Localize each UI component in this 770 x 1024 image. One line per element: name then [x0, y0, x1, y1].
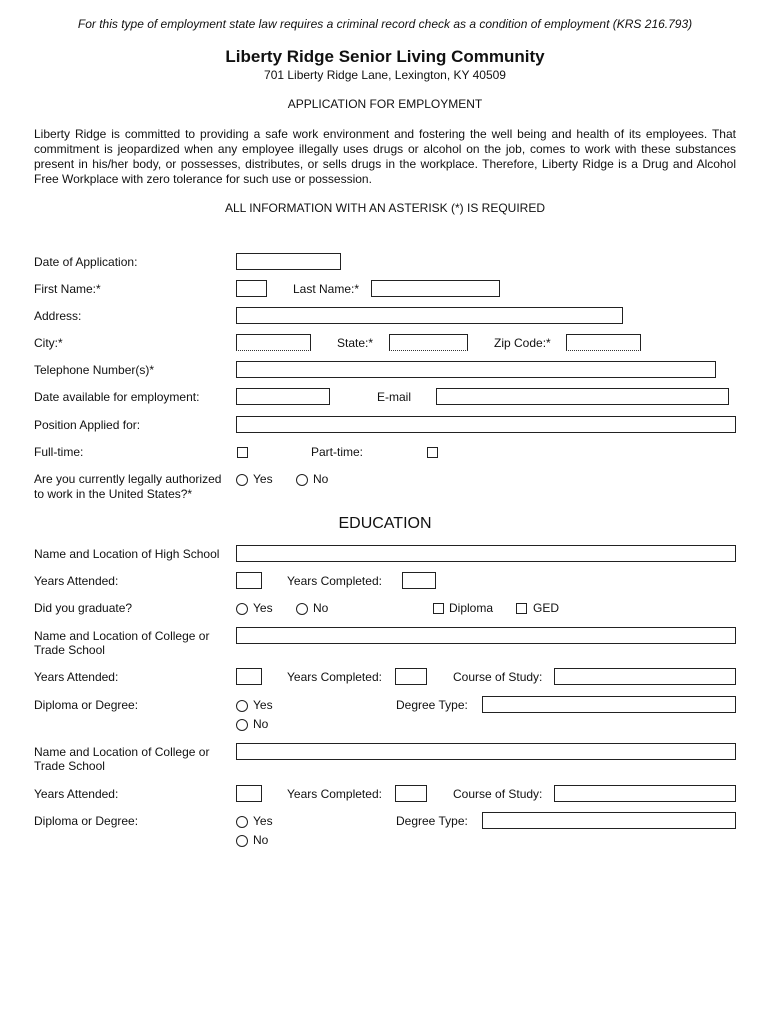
organization-name: Liberty Ridge Senior Living Community — [225, 47, 545, 66]
college2-years-attended-label: Years Attended: — [34, 787, 119, 801]
date-of-application-input[interactable] — [236, 253, 341, 270]
education-heading: EDUCATION — [338, 515, 432, 532]
date-available-input[interactable] — [236, 388, 330, 405]
college2-course-input[interactable] — [554, 785, 736, 802]
college1-degree-yes-radio[interactable] — [236, 700, 248, 712]
diploma-checkbox[interactable] — [433, 603, 444, 614]
form-title: APPLICATION FOR EMPLOYMENT — [287, 97, 483, 111]
telephone-label: Telephone Number(s)* — [34, 363, 155, 377]
work-authorized-yes-radio[interactable] — [236, 474, 248, 486]
college1-label-line1: Name and Location of College or — [34, 629, 210, 643]
college2-degree-no-radio[interactable] — [236, 835, 248, 847]
city-input[interactable] — [236, 334, 311, 351]
college1-years-completed-label: Years Completed: — [287, 670, 382, 684]
college2-course-label: Course of Study: — [453, 787, 543, 801]
college1-course-input[interactable] — [554, 668, 736, 685]
criminal-check-notice: For this type of employment state law requires a criminal record check as a condition of employment (KRS 216.793) — [77, 17, 693, 31]
date-available-label: Date available for employment: — [34, 390, 200, 404]
college2-degree-type-input[interactable] — [482, 812, 736, 829]
college1-degree-type-input[interactable] — [482, 696, 736, 713]
address-label: Address: — [34, 309, 82, 323]
position-input[interactable] — [236, 416, 736, 433]
full-time-checkbox[interactable] — [237, 447, 248, 458]
did-graduate-label: Did you graduate? — [34, 601, 133, 615]
graduated-no-label: No — [313, 601, 329, 615]
work-authorized-no-label: No — [313, 472, 329, 486]
hs-years-attended-input[interactable] — [236, 572, 262, 589]
state-label: State:* — [337, 336, 374, 350]
college1-years-attended-label: Years Attended: — [34, 670, 119, 684]
last-name-input[interactable] — [371, 280, 500, 297]
graduated-yes-label: Yes — [253, 601, 273, 615]
position-label: Position Applied for: — [34, 418, 141, 432]
college2-degree-yes-label: Yes — [253, 814, 273, 828]
first-name-input[interactable] — [236, 280, 267, 297]
zip-code-label: Zip Code:* — [494, 336, 551, 350]
high-school-label: Name and Location of High School — [34, 547, 220, 561]
college2-degree-no-label: No — [253, 833, 269, 847]
college2-degree-type-label: Degree Type: — [396, 814, 468, 828]
part-time-checkbox[interactable] — [427, 447, 438, 458]
ged-label: GED — [533, 601, 560, 615]
telephone-input[interactable] — [236, 361, 716, 378]
city-label: City:* — [34, 336, 63, 350]
college1-degree-yes-label: Yes — [253, 698, 273, 712]
zip-code-input[interactable] — [566, 334, 641, 351]
work-authorized-yes-label: Yes — [253, 472, 273, 486]
high-school-input[interactable] — [236, 545, 736, 562]
full-time-label: Full-time: — [34, 445, 84, 459]
address-input[interactable] — [236, 307, 623, 324]
hs-years-completed-label: Years Completed: — [287, 574, 382, 588]
email-label: E-mail — [377, 390, 412, 404]
college2-years-completed-label: Years Completed: — [287, 787, 382, 801]
college1-label-line2: Trade School — [34, 643, 105, 657]
last-name-label: Last Name:* — [293, 282, 360, 296]
college1-input[interactable] — [236, 627, 736, 644]
college1-course-label: Course of Study: — [453, 670, 543, 684]
college1-degree-no-radio[interactable] — [236, 719, 248, 731]
college1-years-completed-input[interactable] — [395, 668, 427, 685]
work-authorized-no-radio[interactable] — [296, 474, 308, 486]
first-name-label: First Name:* — [34, 282, 101, 296]
college2-input[interactable] — [236, 743, 736, 760]
college2-years-completed-input[interactable] — [395, 785, 427, 802]
hs-years-completed-input[interactable] — [402, 572, 436, 589]
hs-years-attended-label: Years Attended: — [34, 574, 119, 588]
state-input[interactable] — [389, 334, 468, 351]
part-time-label: Part-time: — [311, 445, 364, 459]
diploma-label: Diploma — [449, 601, 494, 615]
work-authorization-label-line2: to work in the United States?* — [34, 487, 193, 501]
drug-free-policy: Liberty Ridge is committed to providing a safe work environment and fostering the well being and health of its employees. That commitment is jeopardized when any employee illegally uses drugs or alcohol on the job, comes to work with these substances present in his/her body, or possesses, distributes, or sells drugs in the workplace. Therefore, Liberty Ridge is a Drug and Alcohol Free Workplace with zero tolerance for such use or possession. — [34, 127, 736, 186]
date-of-application-label: Date of Application: — [34, 255, 138, 269]
work-authorization-label-line1: Are you currently legally authorized — [34, 472, 222, 486]
college1-degree-type-label: Degree Type: — [396, 698, 468, 712]
college2-years-attended-input[interactable] — [236, 785, 262, 802]
college1-diploma-label: Diploma or Degree: — [34, 698, 139, 712]
college2-label-line2: Trade School — [34, 759, 105, 773]
college2-diploma-label: Diploma or Degree: — [34, 814, 139, 828]
graduated-yes-radio[interactable] — [236, 603, 248, 615]
college1-degree-no-label: No — [253, 717, 269, 731]
email-input[interactable] — [436, 388, 729, 405]
college2-degree-yes-radio[interactable] — [236, 816, 248, 828]
graduated-no-radio[interactable] — [296, 603, 308, 615]
ged-checkbox[interactable] — [516, 603, 527, 614]
organization-address: 701 Liberty Ridge Lane, Lexington, KY 40509 — [264, 68, 506, 82]
college2-label-line1: Name and Location of College or — [34, 745, 210, 759]
required-note: ALL INFORMATION WITH AN ASTERISK (*) IS REQUIRED — [224, 201, 546, 215]
college1-years-attended-input[interactable] — [236, 668, 262, 685]
